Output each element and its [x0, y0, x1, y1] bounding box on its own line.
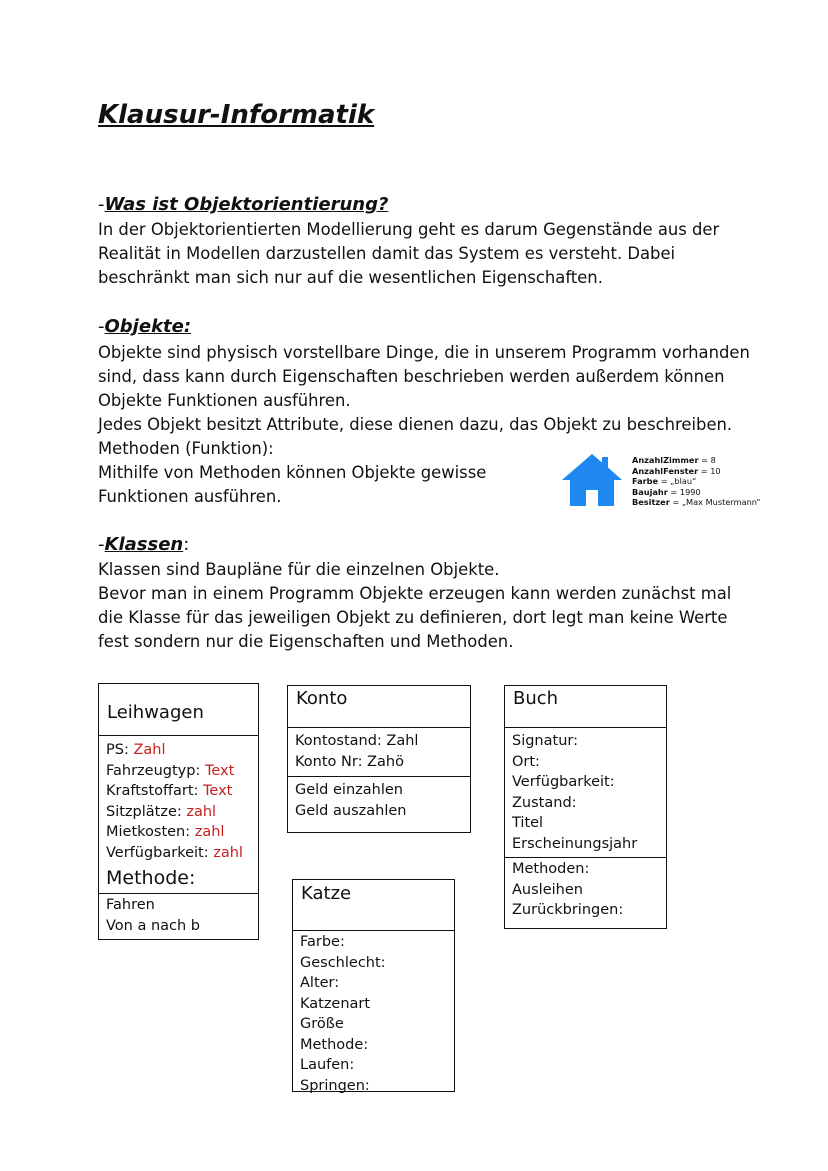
class-attribute: Kontostand: Zahl — [295, 733, 419, 749]
house-attribute: Besitzer = „Max Mustermann“ — [632, 497, 761, 508]
class-attribute: Springen: — [300, 1077, 370, 1094]
class-attribute: Farbe: — [300, 934, 345, 950]
section-body-klassen — [98, 558, 738, 654]
text-line: In der Objektorientierten Modellierung geht es darum Gegenstände aus der — [98, 220, 720, 239]
class-attribute: Titel — [512, 815, 544, 831]
text-line: Bevor man in einem Programm Objekte erzeugen kann werden zunächst mal — [98, 584, 732, 603]
class-attribute: Mietkosten: zahl — [106, 824, 225, 840]
section-body-oo — [98, 218, 738, 290]
class-attribute: PS: Zahl — [106, 742, 166, 758]
class-method: Fahren — [106, 897, 155, 913]
class-name: Konto — [296, 688, 348, 709]
class-attribute: Signatur: — [512, 733, 578, 749]
section-heading-objekte: -Objekte: — [98, 316, 192, 337]
class-box-konto — [287, 685, 471, 833]
class-attributes — [99, 735, 258, 893]
class-box-katze — [292, 879, 455, 1092]
class-attribute: Sitzplätze: zahl — [106, 803, 217, 820]
class-attribute: Kraftstoffart: Text — [106, 783, 233, 799]
section-heading-oo: -Was ist Objektorientierung? — [98, 194, 389, 215]
house-attribute: Baujahr = 1990 — [632, 486, 701, 497]
class-name: Leihwagen — [107, 702, 204, 723]
text-line: Mithilfe von Methoden können Objekte gewisse — [98, 463, 487, 482]
class-attributes — [288, 727, 470, 776]
class-method: Geld auszahlen — [295, 802, 407, 819]
text-line: Funktionen ausführen. — [98, 487, 282, 506]
class-attribute: Katzenart — [300, 995, 371, 1012]
class-method: Geld einzahlen — [295, 782, 403, 798]
class-attribute: Fahrzeugtyp: Text — [106, 762, 235, 779]
text-line: die Klasse für das jeweiligen Objekt zu definieren, dort legt man keine Werte — [98, 608, 728, 627]
class-attribute: Erscheinungsjahr — [512, 835, 638, 852]
class-methods — [505, 857, 666, 925]
class-attribute: Geschlecht: — [300, 954, 386, 971]
house-attributes — [632, 455, 761, 508]
class-method: Ausleihen — [512, 881, 583, 898]
class-method: Zurückbringen: — [512, 902, 624, 918]
text-line: Jedes Objekt besitzt Attribute, diese dienen dazu, das Objekt zu beschreiben. — [98, 415, 733, 434]
house-icon — [560, 452, 624, 508]
class-attributes — [505, 727, 666, 857]
class-methods — [288, 776, 470, 825]
text-line: Methoden (Funktion): — [98, 439, 274, 458]
text-line: Klassen sind Baupläne für die einzelnen Objekte. — [98, 560, 500, 579]
class-attribute: Verfügbarkeit: zahl — [106, 844, 243, 861]
class-attribute: Laufen: — [300, 1057, 355, 1073]
text-line: Objekte sind physisch vorstellbare Dinge, die in unserem Programm vorhanden — [98, 343, 750, 362]
class-methods — [99, 893, 258, 940]
text-line: sind, dass kann durch Eigenschaften beschrieben werden außerdem können — [98, 367, 725, 386]
class-name: Buch — [513, 688, 559, 709]
house-attribute: AnzahlFenster = 10 — [632, 465, 721, 476]
class-name: Katze — [301, 883, 352, 904]
page-title: Klausur-Informatik — [98, 100, 375, 130]
class-attribute: Methode: — [300, 1036, 369, 1053]
class-attribute: Größe — [300, 1016, 344, 1032]
class-attributes — [293, 930, 454, 1100]
class-attribute: Alter: — [300, 975, 340, 991]
house-attribute: AnzahlZimmer = 8 — [632, 455, 716, 465]
class-method: Von a nach b — [106, 917, 201, 934]
text-line: beschränkt man sich nur auf die wesentlichen Eigenschaften. — [98, 268, 603, 287]
house-attribute: Farbe = „blau“ — [632, 476, 697, 487]
class-box-leihwagen — [98, 683, 259, 940]
method-label: Methode: — [106, 867, 196, 889]
class-attribute: Verfügbarkeit: — [512, 774, 615, 790]
class-method: Methoden: — [512, 861, 590, 877]
class-attribute: Zustand: — [512, 794, 577, 811]
class-box-buch — [504, 685, 667, 929]
section-heading-klassen: -Klassen: — [98, 534, 190, 555]
text-line: Objekte Funktionen ausführen. — [98, 391, 351, 410]
class-attribute: Ort: — [512, 753, 540, 770]
class-attribute: Konto Nr: Zahö — [295, 753, 404, 770]
text-line: Realität in Modellen darzustellen damit das System es versteht. Dabei — [98, 244, 676, 263]
text-line: fest sondern nur die Eigenschaften und Methoden. — [98, 632, 514, 651]
